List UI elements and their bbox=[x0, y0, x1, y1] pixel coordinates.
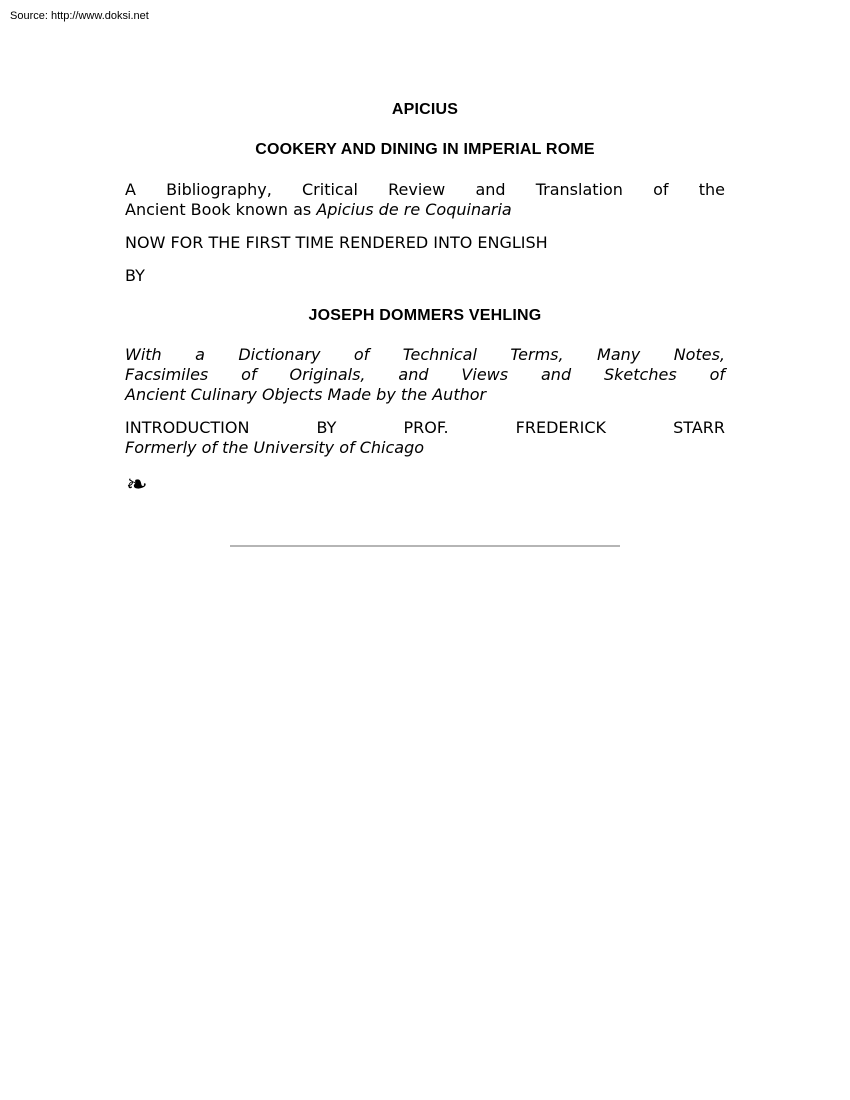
first-time-line: NOW FOR THE FIRST TIME RENDERED INTO ENGLISH bbox=[125, 233, 548, 252]
description-book-name: Apicius de re Coquinaria bbox=[316, 200, 512, 219]
introduction-line-2: Formerly of the University of Chicago bbox=[125, 438, 425, 457]
introduction-line-1: INTRODUCTION BY PROF. FREDERICK STARR bbox=[125, 418, 725, 437]
description-paragraph bbox=[125, 180, 725, 220]
with-line-2: Facsimiles of Originals, and Views and Sketches of bbox=[125, 365, 725, 384]
source-note: Source: http://www.doksi.net bbox=[10, 10, 149, 22]
description-line-2-text: Ancient Book known as bbox=[125, 200, 317, 219]
by-label: BY bbox=[125, 266, 145, 285]
book-title: APICIUS bbox=[391, 101, 459, 118]
with-paragraph bbox=[125, 345, 725, 405]
author-name: JOSEPH DOMMERS VEHLING bbox=[308, 307, 542, 324]
ornament-icon: ❧ bbox=[126, 470, 148, 500]
description-line-1: A Bibliography, Critical Review and Translation of the bbox=[125, 180, 725, 199]
description-line-2 bbox=[125, 200, 512, 219]
introduction-paragraph bbox=[125, 418, 725, 458]
book-subtitle: COOKERY AND DINING IN IMPERIAL ROME bbox=[255, 141, 595, 158]
with-line-3: Ancient Culinary Objects Made by the Author bbox=[125, 385, 487, 404]
horizontal-rule bbox=[230, 545, 620, 547]
with-line-1: With a Dictionary of Technical Terms, Many Notes, bbox=[125, 345, 725, 364]
title-page bbox=[125, 100, 725, 498]
